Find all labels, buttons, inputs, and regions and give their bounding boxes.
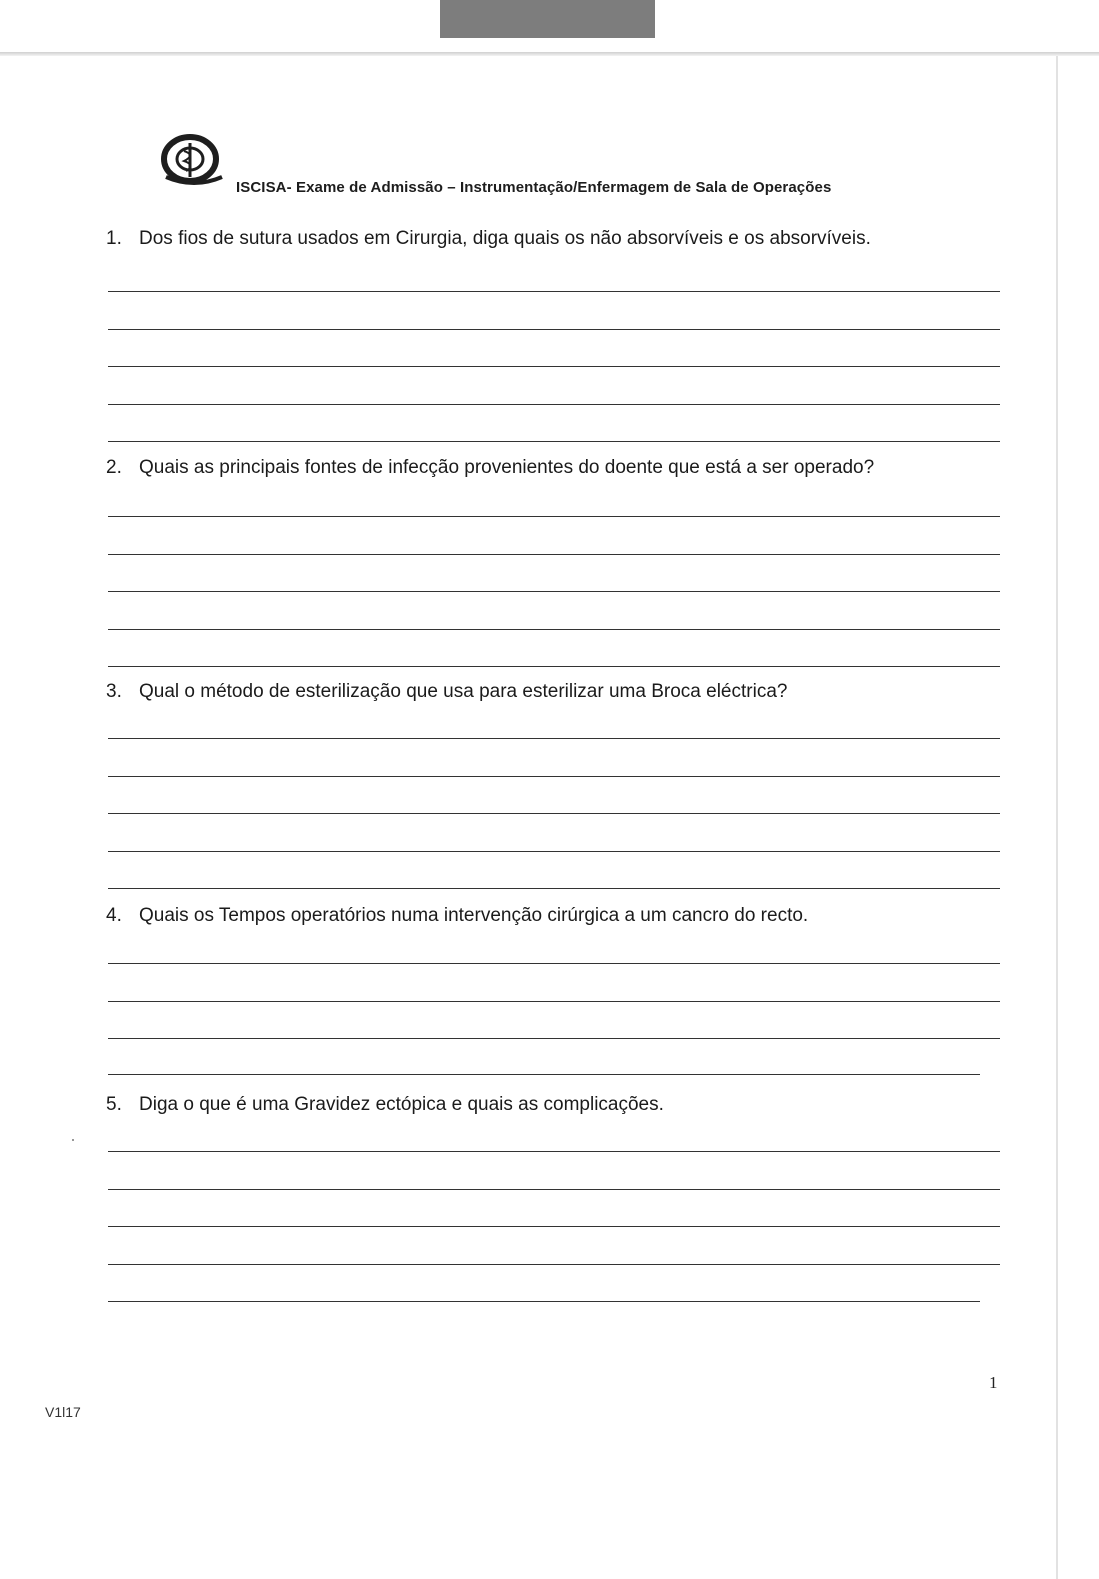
- question-number: 4.: [106, 905, 122, 926]
- answer-line[interactable]: [108, 554, 1000, 555]
- answer-line[interactable]: [108, 738, 1000, 739]
- version-code: V1l17: [45, 1404, 81, 1420]
- answer-line[interactable]: [108, 851, 1000, 852]
- question-text: [106, 1094, 664, 1116]
- answer-line[interactable]: [108, 963, 1000, 964]
- question-text: [106, 228, 871, 250]
- page-number: 1: [989, 1373, 998, 1392]
- question-number: 3.: [106, 681, 122, 702]
- answer-line[interactable]: [108, 329, 1000, 330]
- question-text: [106, 457, 874, 479]
- answer-line[interactable]: [108, 888, 1000, 889]
- answer-line[interactable]: [108, 629, 1000, 630]
- question-number: 1.: [106, 228, 122, 249]
- question-label: Qual o método de esterilização que usa para esterilizar uma Broca eléctrica?: [139, 681, 788, 702]
- answer-line[interactable]: [108, 776, 1000, 777]
- answer-line[interactable]: [108, 1001, 1000, 1002]
- answer-line[interactable]: [108, 591, 1000, 592]
- answer-line[interactable]: [108, 1189, 1000, 1190]
- question-label: Quais as principais fontes de infecção provenientes do doente que está a ser operado?: [139, 457, 875, 478]
- answer-line[interactable]: [108, 1264, 1000, 1265]
- answer-line[interactable]: [108, 1038, 1000, 1039]
- answer-line[interactable]: [108, 366, 1000, 367]
- question-label: Diga o que é uma Gravidez ectópica e quais as complicações.: [139, 1094, 664, 1115]
- answer-line[interactable]: [108, 1074, 980, 1075]
- answer-line[interactable]: [108, 813, 1000, 814]
- answer-line[interactable]: [108, 666, 1000, 667]
- answer-line[interactable]: [108, 1226, 1000, 1227]
- answer-line[interactable]: [108, 1151, 1000, 1152]
- page-right-edge: [1056, 56, 1058, 1579]
- institution-logo-icon: [160, 133, 230, 187]
- answer-line[interactable]: [108, 516, 1000, 517]
- answer-line[interactable]: [108, 291, 1000, 292]
- scan-clip-shadow: [440, 0, 655, 38]
- question-text: [106, 905, 808, 927]
- question-label: Quais os Tempos operatórios numa intervenção cirúrgica a um cancro do recto.: [139, 905, 809, 926]
- question-text: [106, 681, 787, 703]
- page-title: ISCISA- Exame de Admissão – Instrumentação/Enfermagem de Sala de Operações: [236, 179, 832, 196]
- question-number: 5.: [106, 1094, 122, 1115]
- scan-speck: [72, 1139, 74, 1141]
- page-top-edge: [0, 52, 1099, 56]
- answer-line[interactable]: [108, 404, 1000, 405]
- answer-line[interactable]: [108, 1301, 980, 1302]
- question-label: Dos fios de sutura usados em Cirurgia, diga quais os não absorvíveis e os absorvíveis.: [139, 228, 871, 249]
- answer-line[interactable]: [108, 441, 1000, 442]
- question-number: 2.: [106, 457, 122, 478]
